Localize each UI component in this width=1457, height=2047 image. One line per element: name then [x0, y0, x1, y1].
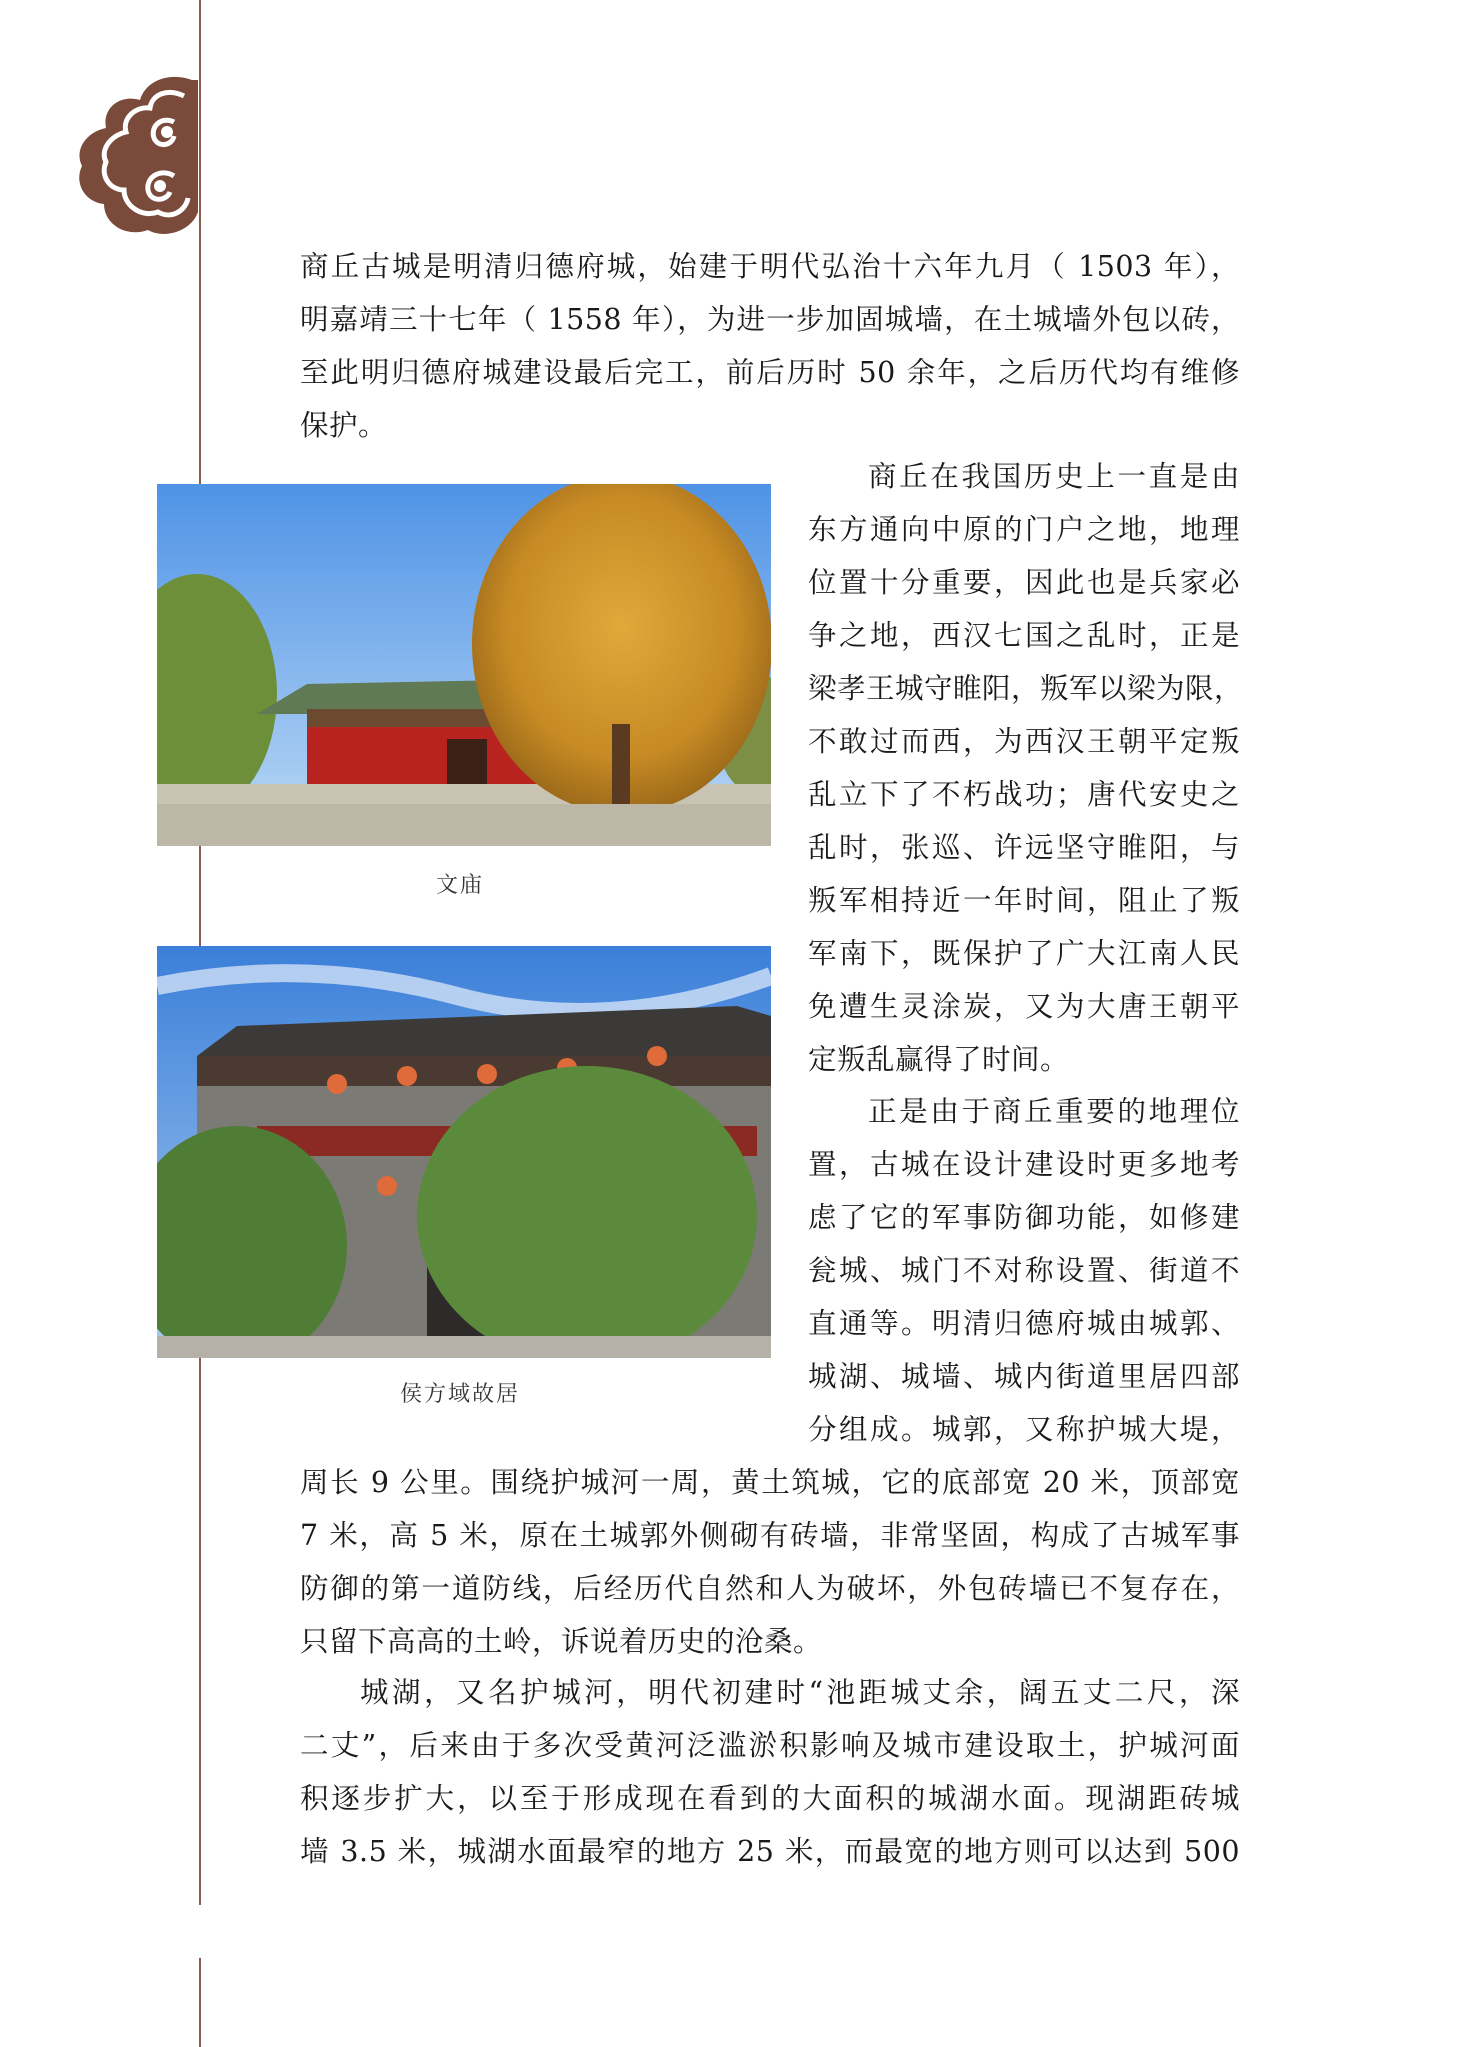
figure-caption: 侯方域故居: [399, 1382, 520, 1407]
text-line: 城湖，又名护城河，明代初建时“池距城丈余，阔五丈二尺，深: [360, 1676, 1240, 1709]
text-line: 位置十分重要，因此也是兵家必: [808, 566, 1240, 599]
text-line: 不敢过而西，为西汉王朝平定叛: [808, 725, 1240, 758]
text-line: 梁孝王城守睢阳，叛军以梁为限，: [808, 672, 1244, 705]
text-line: 7 米，高 5 米，原在土城郭外侧砌有砖墙，非常坚固，构成了古城军事: [300, 1519, 1240, 1552]
text-line: 正是由于商丘重要的地理位: [868, 1095, 1240, 1128]
photo-wenmiao: [157, 484, 771, 846]
paragraph-history: [808, 450, 1244, 1086]
text-line: 城湖、城墙、城内街道里居四部: [808, 1360, 1240, 1393]
text-line: 只留下高高的土岭，诉说着历史的沧桑。: [300, 1625, 823, 1658]
figure-caption: 文庙: [435, 873, 484, 898]
text-line: 周长 9 公里。围绕护城河一周，黄土筑城，它的底部宽 20 米，顶部宽: [300, 1466, 1240, 1499]
text-line: 东方通向中原的门户之地，地理: [808, 513, 1240, 546]
text-line: 定叛乱赢得了时间。: [808, 1043, 1070, 1076]
text-line: 争之地，西汉七国之乱时，正是: [808, 619, 1240, 652]
text-line: 明嘉靖三十七年（ 1558 年），为进一步加固城墙，在土城墙外包以砖，: [300, 303, 1240, 336]
text-line: 乱立下了不朽战功；唐代安史之: [808, 778, 1240, 811]
margin-rule-bottom: [199, 1958, 201, 2047]
text-line: 乱时，张巡、许远坚守睢阳，与: [808, 831, 1240, 864]
paragraph-defense-cont: [300, 1456, 1240, 1668]
photo-houfangyu-residence: [157, 946, 771, 1358]
text-line: 积逐步扩大，以至于形成现在看到的大面积的城湖水面。现湖距砖城: [300, 1782, 1240, 1815]
text-line: 商丘在我国历史上一直是由: [868, 460, 1240, 493]
text-line: 商丘古城是明清归德府城，始建于明代弘治十六年九月（ 1503 年），: [300, 250, 1240, 283]
auspicious-cloud-icon: [74, 72, 206, 240]
text-line: 瓮城、城门不对称设置、街道不: [808, 1254, 1240, 1287]
paragraph-defense: [808, 1085, 1240, 1456]
text-line: 二丈”，后来由于多次受黄河泛滥淤积影响及城市建设取土，护城河面: [300, 1729, 1240, 1762]
text-line: 置，古城在设计建设时更多地考: [808, 1148, 1240, 1181]
text-line: 墙 3.5 米，城湖水面最窄的地方 25 米，而最宽的地方则可以达到 500: [300, 1835, 1240, 1868]
paragraph-moat: [300, 1666, 1240, 1878]
text-line: 保护。: [300, 409, 388, 442]
text-line: 军南下，既保护了广大江南人民: [808, 937, 1240, 970]
paragraph-intro: [300, 240, 1240, 452]
text-line: 至此明归德府城建设最后完工，前后历时 50 余年，之后历代均有维修: [300, 356, 1240, 389]
text-line: 防御的第一道防线，后经历代自然和人为破坏，外包砖墙已不复存在，: [300, 1572, 1240, 1605]
text-line: 直通等。明清归德府城由城郭、: [808, 1307, 1240, 1340]
text-line: 分组成。城郭，又称护城大堤，: [808, 1413, 1240, 1446]
text-line: 叛军相持近一年时间，阻止了叛: [808, 884, 1240, 917]
text-line: 免遭生灵涂炭，又为大唐王朝平: [808, 990, 1240, 1023]
text-line: 虑了它的军事防御功能，如修建: [808, 1201, 1240, 1234]
